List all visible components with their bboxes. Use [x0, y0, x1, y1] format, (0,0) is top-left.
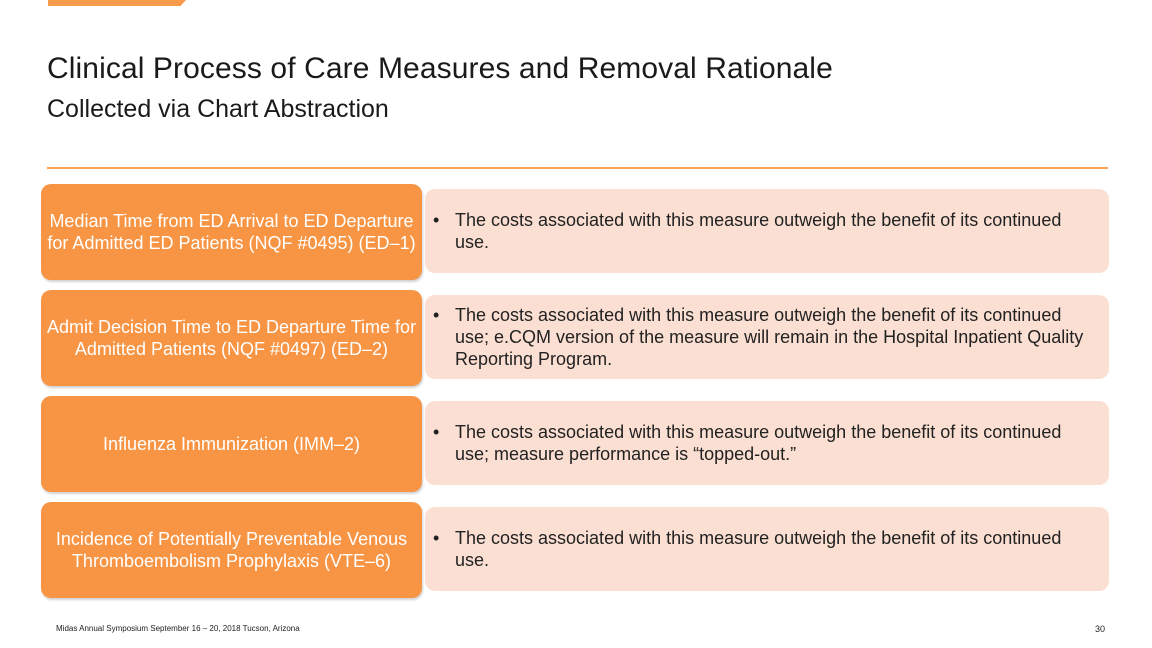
measure-box: Admit Decision Time to ED Departure Time for Admitted Patients (NQF #0497) (ED–2)	[41, 290, 422, 386]
rationale-box	[425, 507, 1109, 591]
measure-box: Incidence of Potentially Preventable Venous Thromboembolism Prophylaxis (VTE–6)	[41, 502, 422, 598]
rationale-box	[425, 295, 1109, 379]
rationale-box	[425, 401, 1109, 485]
rationale-text: The costs associated with this measure outweigh the benefit of its continued use.	[455, 210, 1062, 252]
rationale-bullet-item	[433, 209, 1097, 253]
rationale-text: The costs associated with this measure outweigh the benefit of its continued use.	[455, 528, 1062, 570]
measure-box: Median Time from ED Arrival to ED Departure for Admitted ED Patients (NQF #0495) (ED–1)	[41, 184, 422, 280]
top-accent-tab	[48, 0, 186, 6]
rationale-text: The costs associated with this measure outweigh the benefit of its continued use; measure performance is “topped-out.”	[455, 422, 1062, 464]
slide-subtitle: Collected via Chart Abstraction	[47, 95, 389, 123]
slide-title: Clinical Process of Care Measures and Removal Rationale	[47, 52, 833, 85]
bullet-glyph: •	[433, 528, 440, 548]
title-divider	[47, 167, 1108, 169]
page-number: 30	[1095, 624, 1106, 634]
rationale-box	[425, 189, 1109, 273]
rationale-bullet-item	[433, 304, 1097, 370]
bullet-glyph: •	[433, 422, 440, 442]
bullet-glyph: •	[433, 210, 440, 230]
footer-event-text: Midas Annual Symposium September 16 – 20, 2018 Tucson, Arizona	[56, 624, 300, 633]
rationale-text: The costs associated with this measure outweigh the benefit of its continued use; e.CQM version of the measure will remain in the Hospital Inpatient Quality Reporting Program.	[455, 305, 1084, 369]
rationale-bullet-item	[433, 527, 1097, 571]
rationale-bullet-item	[433, 421, 1097, 465]
bullet-glyph: •	[433, 305, 440, 325]
measure-box: Influenza Immunization (IMM–2)	[41, 396, 422, 492]
